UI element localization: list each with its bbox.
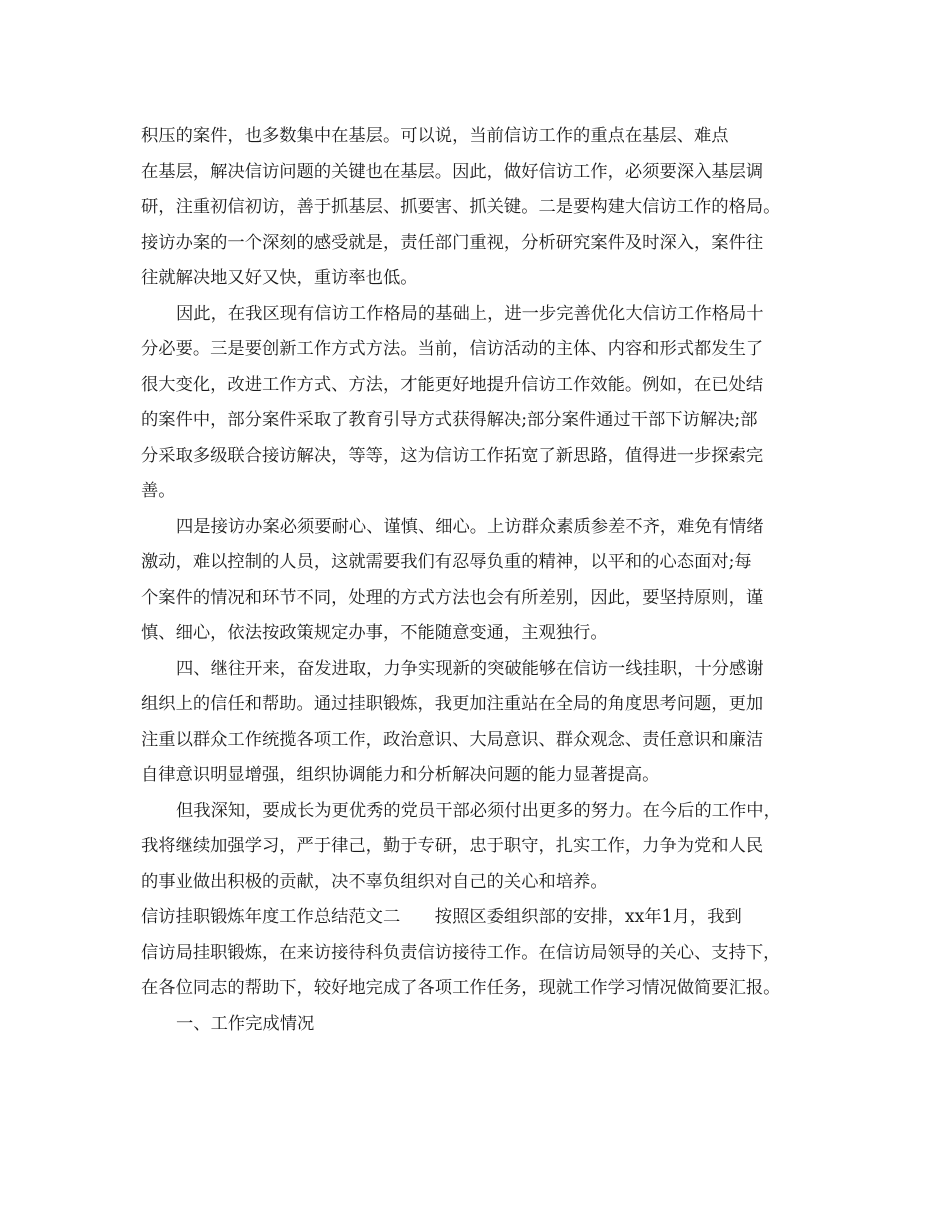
text-line: 的案件中，部分案件采取了教育引导方式获得解决;部分案件通过干部下访解决;部 [141,410,758,430]
text-line: 往就解决地又好又快，重访率也低。 [141,268,418,288]
text-line: 在基层，解决信访问题的关键也在基层。因此，做好信访工作，必须要深入基层调 [141,161,764,182]
text-line: 信访局挂职锻炼，在来访接待科负责信访接待工作。在信访局领导的关心、支持下， [141,942,781,963]
text-line: 接访办案的一个深刻的感受就是，责任部门重视，分析研究案件及时深入，案件往 [141,232,764,253]
text-line: 但我深知，要成长为更优秀的党员干部必须付出更多的努力。在今后的工作中， [176,800,781,821]
text-line: 自律意识明显增强，组织协调能力和分析解决问题的能力显著提高。 [141,765,660,785]
text-line: 慎、细心，依法按政策规定办事，不能随意变通，主观独行。 [141,623,608,643]
text-line: 四、继往开来，奋发进取，力争实现新的突破能够在信访一线挂职，十分感谢 [176,658,764,679]
text-line: 信访挂职锻炼年度工作总结范文二 按照区委组织部的安排，xx年1月，我到 [141,907,742,927]
section-heading: 一、工作完成情况 [176,1013,315,1034]
text-line: 积压的案件，也多数集中在基层。可以说，当前信访工作的重点在基层、难点 [141,126,729,146]
text-line: 注重以群众工作统揽各项工作，政治意识、大局意识、群众观念、责任意识和廉洁 [141,729,764,750]
text-line: 因此，在我区现有信访工作格局的基础上，进一步完善优化大信访工作格局十 [176,303,764,324]
text-line: 我将继续加强学习，严于律己，勤于专研，忠于职守，扎实工作，力争为党和人民 [141,836,764,856]
text-line: 在各位同志的帮助下，较好地完成了各项工作任务，现就工作学习情况做简要汇报。 [141,978,781,998]
text-line: 组织上的信任和帮助。通过挂职锻炼，我更加注重站在全局的角度思考问题，更加 [141,694,764,714]
text-line: 很大变化，改进工作方式、方法，才能更好地提升信访工作效能。例如，在已处结 [141,374,764,395]
text-line: 激动，难以控制的人员，这就需要我们有忍辱负重的精神，以平和的心态面对;每 [141,552,752,572]
text-line: 的事业做出积极的贡献，决不辜负组织对自己的关心和培养。 [141,871,608,892]
text-line: 分必要。三是要创新工作方式方法。当前，信访活动的主体、内容和形式都发生了 [141,339,764,359]
text-line: 个案件的情况和环节不同，处理的方式方法也会有所差别，因此，要坚持原则，谨 [141,587,764,608]
text-line: 四是接访办案必须要耐心、谨慎、细心。上访群众素质参差不齐，难免有情绪 [176,516,764,537]
text-line: 分采取多级联合接访解决，等等，这为信访工作拓宽了新思路，值得进一步探索完 [141,445,764,466]
text-line: 善。 [141,481,176,501]
text-line: 研，注重初信初访，善于抓基层、抓要害、抓关键。二是要构建大信访工作的格局。 [141,197,781,217]
